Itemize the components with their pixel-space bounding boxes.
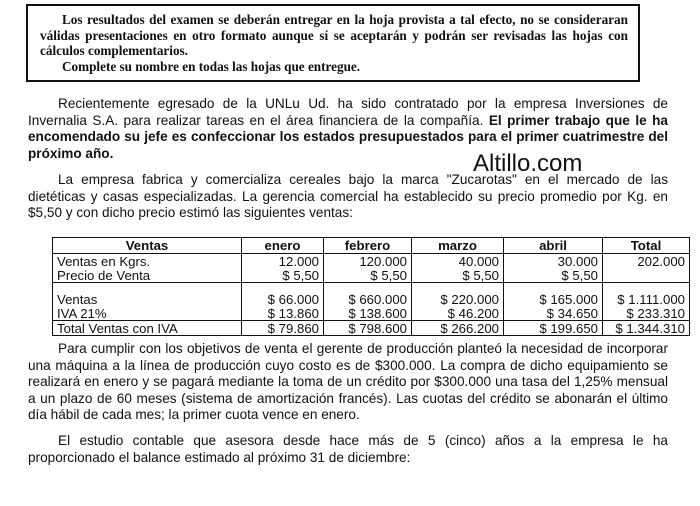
row-label: Ventas en Kgrs. bbox=[53, 254, 242, 269]
table-cell: 12.000 bbox=[242, 254, 324, 269]
row-label: IVA 21% bbox=[53, 306, 242, 321]
header-ventas: Ventas bbox=[53, 238, 242, 254]
table-row bbox=[53, 306, 690, 321]
table-cell: $ 13.860 bbox=[242, 306, 324, 321]
table-cell bbox=[603, 268, 690, 283]
table-cell: $ 5,50 bbox=[242, 268, 324, 283]
watermark-logo: Altillo.com bbox=[473, 150, 583, 177]
table-cell: $ 79.860 bbox=[242, 321, 324, 336]
table-row bbox=[53, 268, 690, 283]
company-text: La empresa fabrica y comercializa cereales bajo la marca "Zucarotas" en el mercado de las dietéticas y casas especializadas. La gerencia comercial ha establecido su precio promedio por Kg. en $5,50 y con dicho precio estimó las siguientes ventas: bbox=[28, 172, 668, 220]
company-paragraph bbox=[28, 172, 668, 222]
table-cell: $ 165.000 bbox=[504, 292, 603, 306]
table-cell: $ 266.200 bbox=[412, 321, 504, 336]
table-cell: $ 138.600 bbox=[324, 306, 412, 321]
exam-instructions-box bbox=[26, 4, 640, 82]
table-cell: $ 46.200 bbox=[412, 306, 504, 321]
row-label: Precio de Venta bbox=[53, 268, 242, 283]
table-cell: $ 1.344.310 bbox=[603, 321, 690, 336]
balance-paragraph bbox=[28, 433, 668, 466]
header-febrero: febrero bbox=[324, 238, 412, 254]
equipment-paragraph bbox=[28, 341, 668, 424]
table-cell: $ 5,50 bbox=[324, 268, 412, 283]
instructions-text: Los resultados del examen se deberán entregar en la hoja provista a tal efecto, no se consideraran válidas presentaciones en otro formato aunque sí se aceptarán y podrán ser revisadas las hojas con cálculos complementarios. bbox=[40, 12, 628, 59]
table-cell: 120.000 bbox=[324, 254, 412, 269]
table-spacer-row bbox=[53, 283, 690, 293]
row-label: Total Ventas con IVA bbox=[53, 321, 242, 336]
table-cell: $ 1.111.000 bbox=[603, 292, 690, 306]
intro-bold-text: El primer trabajo que le ha encomendado su jefe es confeccionar los estados presupuestados para el primer cuatrimestre del próximo año. bbox=[28, 112, 668, 161]
header-marzo: marzo bbox=[412, 238, 504, 254]
table-cell: $ 66.000 bbox=[242, 292, 324, 306]
table-cell: $ 5,50 bbox=[412, 268, 504, 283]
table-cell: $ 220.000 bbox=[412, 292, 504, 306]
table-cell: $ 798.600 bbox=[324, 321, 412, 336]
equipment-text: Para cumplir con los objetivos de venta el gerente de producción planteó la necesidad de incorporar una máquina a la línea de producción cuyo costo es de $300.000. La compra de dicho equipamiento se realizará en enero y se pagará mediante la toma de un crédito por $300.000 una tasa del 1,25% mensual a un plazo de 60 meses (sistema de amortización francés). Las cuotas del crédito se abonarán el último día hábil de cada mes; la primer cuota vence en enero. bbox=[28, 341, 668, 422]
table-cell: 30.000 bbox=[504, 254, 603, 269]
table-cell: 40.000 bbox=[412, 254, 504, 269]
row-label: Ventas bbox=[53, 292, 242, 306]
complete-name-instruction: Complete su nombre en todas las hojas que entregue. bbox=[62, 58, 361, 74]
table-cell: $ 660.000 bbox=[324, 292, 412, 306]
table-header-row bbox=[53, 238, 690, 254]
table-cell: 202.000 bbox=[603, 254, 690, 269]
table-total-row bbox=[53, 321, 690, 336]
table-cell: $ 199.650 bbox=[504, 321, 603, 336]
header-total: Total bbox=[603, 238, 690, 254]
table-row bbox=[53, 254, 690, 269]
sales-table bbox=[52, 237, 690, 336]
header-abril: abril bbox=[504, 238, 603, 254]
intro-text: Recientemente egresado de la UNLu Ud. ha sido contratado por la empresa Inversiones de Invernalia S.A. para realizar tareas en el área financiera de la compañía. bbox=[28, 96, 668, 128]
header-enero: enero bbox=[242, 238, 324, 254]
table-cell: $ 233.310 bbox=[603, 306, 690, 321]
table-row bbox=[53, 292, 690, 306]
table-cell: $ 5,50 bbox=[504, 268, 603, 283]
balance-text: El estudio contable que asesora desde hace más de 5 (cinco) años a la empresa le ha proporcionado el balance estimado al próximo 31 de diciembre: bbox=[28, 433, 668, 465]
table-cell: $ 34.650 bbox=[504, 306, 603, 321]
